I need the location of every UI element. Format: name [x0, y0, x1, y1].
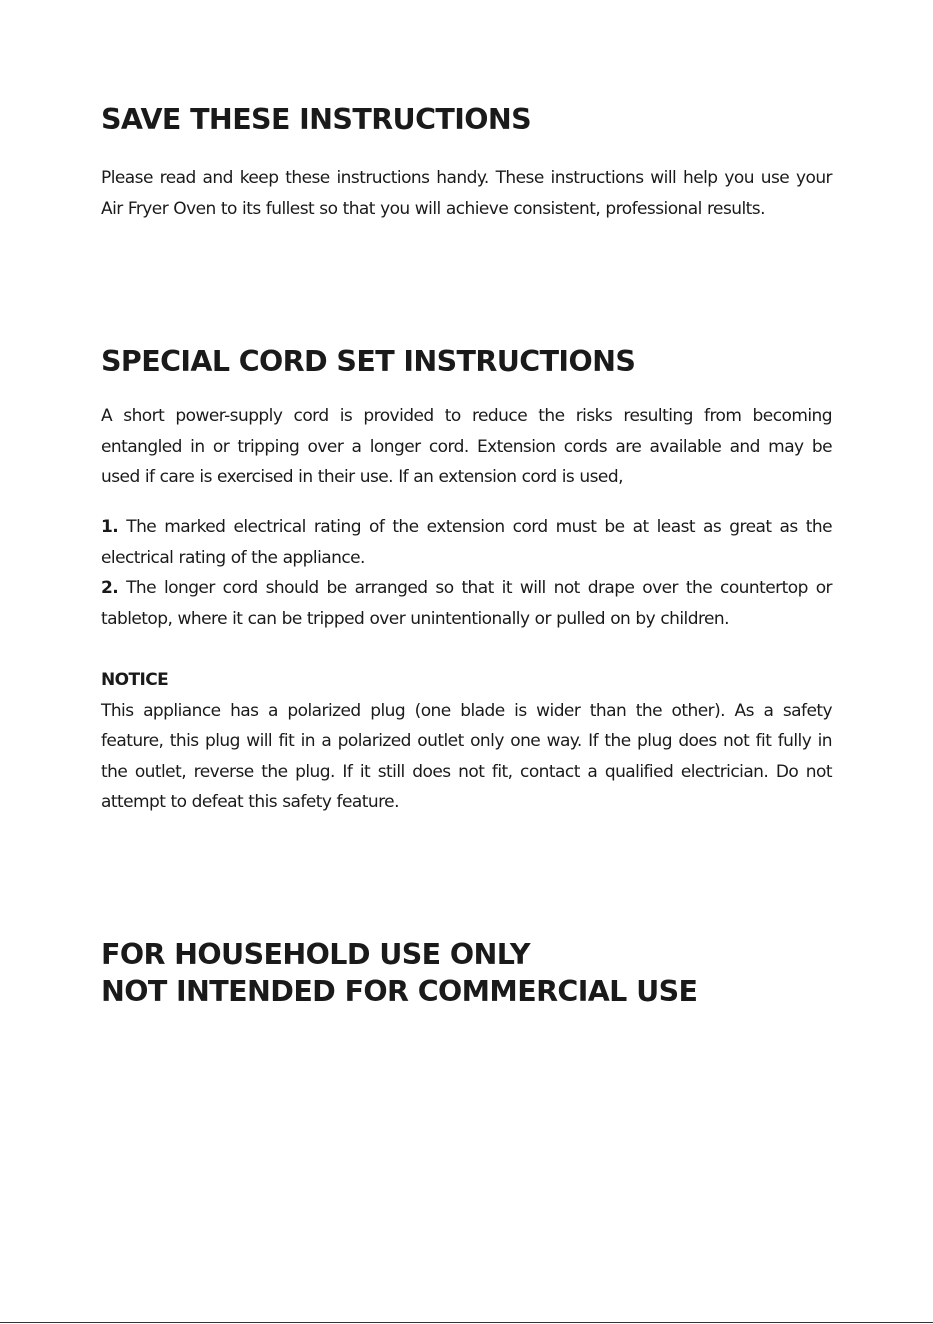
notice-paragraph: This appliance has a polarized plug (one blade is wider than the other). As a safety feature, this plug will fit in a polarized outlet only one way. If the plug does not fit fully in the outlet, reverse the plug. If it still does not fit, contact a qualified electrician. Do not attempt to defeat this safety feature. — [101, 700, 832, 812]
cord-instructions-list — [101, 512, 832, 634]
commercial-use-line: NOT INTENDED FOR COMMERCIAL USE — [101, 975, 698, 1008]
notice-title: NOTICE — [101, 670, 169, 690]
household-use-line: FOR HOUSEHOLD USE ONLY — [101, 938, 530, 971]
list-item — [101, 512, 832, 573]
save-instructions-heading: SAVE THESE INSTRUCTIONS — [101, 103, 532, 136]
bottom-divider — [0, 1322, 933, 1323]
list-item — [101, 573, 832, 634]
household-use-notice — [101, 936, 697, 1010]
notice-block — [101, 665, 832, 818]
cord-set-instructions-paragraph: A short power-supply cord is provided to reduce the risks resulting from becoming entangled in or tripping over a longer cord. Extension cords are available and may be used if care is exercised in their use. If an extension cord is used, — [101, 406, 832, 487]
list-item-text: The marked electrical rating of the extension cord must be at least as great as the electrical rating of the appliance. — [101, 517, 832, 568]
list-item-number: 2. — [101, 578, 119, 598]
list-item-number: 1. — [101, 517, 119, 537]
list-item-text: The longer cord should be arranged so that it will not drape over the countertop or tabletop, where it can be tripped over unintentionally or pulled on by children. — [101, 578, 832, 629]
save-instructions-paragraph: Please read and keep these instructions handy. These instructions will help you use your Air Fryer Oven to its fullest so that you will achieve consistent, professional results. — [101, 168, 832, 219]
cord-set-instructions-heading: SPECIAL CORD SET INSTRUCTIONS — [101, 345, 636, 378]
